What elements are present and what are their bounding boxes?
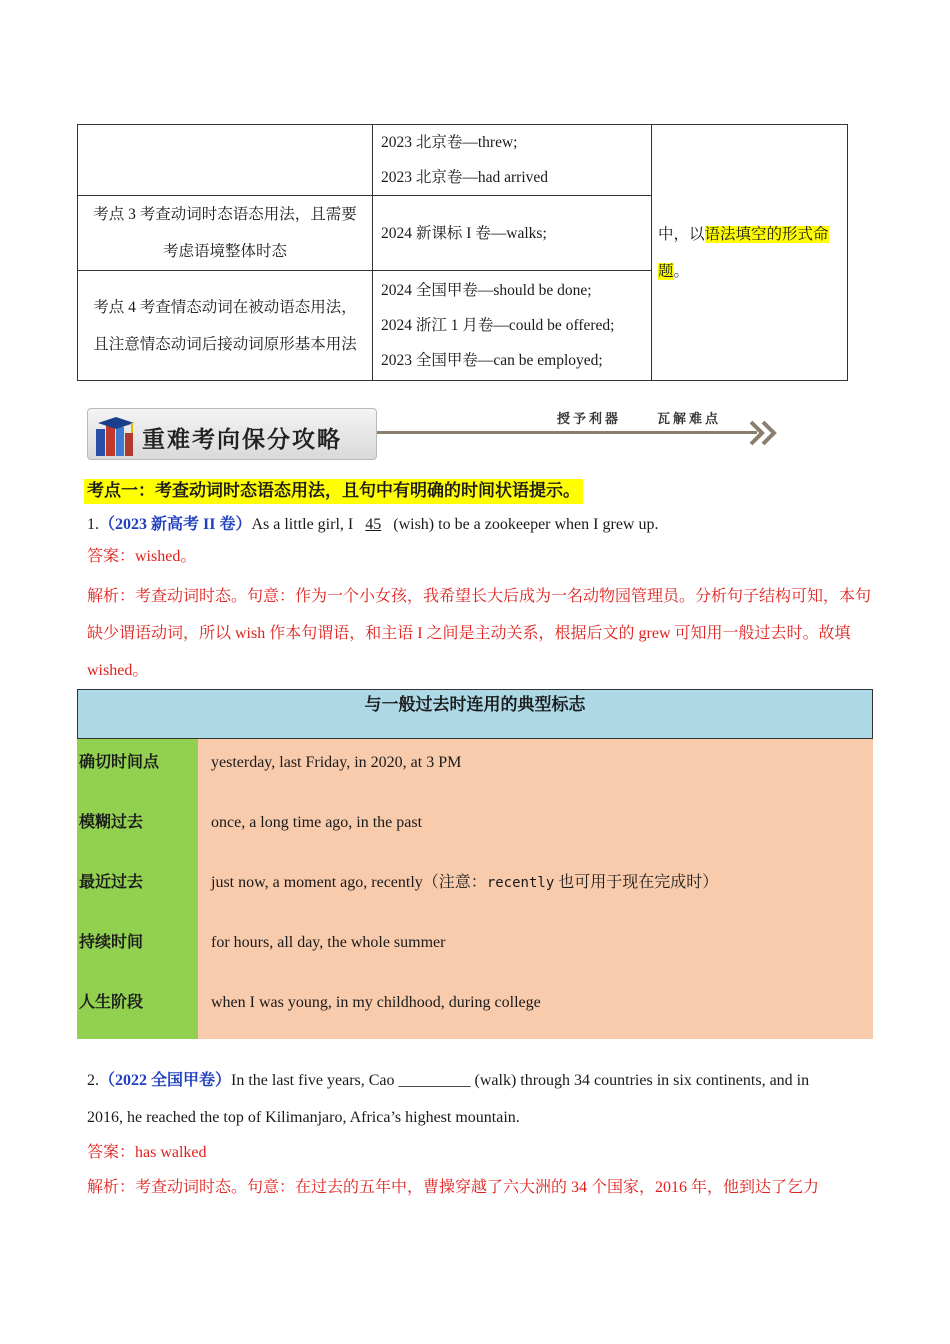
table-row	[77, 859, 873, 919]
question-source: （2023 新高考 II 卷）	[99, 516, 252, 533]
table-cell-empty	[78, 125, 373, 196]
examples-cell	[373, 125, 652, 196]
row-label: 最近过去	[77, 859, 198, 919]
question-number: 1.	[87, 516, 99, 533]
example-line: 2024 新课标 I 卷—walks;	[381, 224, 547, 242]
banner-box	[87, 408, 377, 460]
answer-1: 答案：wished。	[87, 548, 197, 565]
row-label: 确切时间点	[77, 739, 198, 799]
answer-2: 答案：has walked	[87, 1144, 207, 1161]
books-icon	[94, 415, 140, 457]
table-row	[77, 979, 873, 1039]
question-2-continued: 2016, he reached the top of Kilimanjaro, Africa’s highest mountain.	[87, 1109, 520, 1126]
past-tense-markers-table	[77, 689, 873, 1039]
code-word: recently	[486, 875, 555, 891]
banner-divider	[377, 431, 757, 434]
example-line: 2023 北京卷—threw;	[381, 134, 518, 151]
row-value: yesterday, last Friday, in 2020, at 3 PM	[198, 739, 873, 799]
question-2: 2.（2022 全国甲卷）In the last five years, Cao _________ (walk) through 34 countries in six continents, and in	[87, 1072, 810, 1089]
double-chevron-icon	[749, 420, 779, 446]
table-row	[77, 799, 873, 859]
question-1: 1.（2023 新高考 II 卷）As a little girl, I 45 (wish) to be a zookeeper when I grew up.	[87, 516, 659, 533]
examples-cell	[373, 271, 652, 381]
banner-slogan-1: 授予利器	[557, 412, 622, 427]
banner-slogan-2: 瓦解难点	[657, 412, 722, 427]
highlight-text: 语法填空的形式命题	[658, 225, 829, 280]
banner-title: 重难考向保分攻略	[142, 427, 342, 453]
row-label: 人生阶段	[77, 979, 198, 1039]
question-number: 2.	[87, 1072, 99, 1089]
exam-point-4: 考点 4 考查情态动词在被动语态用法，且注意情态动词后接动词原形基本用法	[78, 271, 373, 381]
row-label: 模糊过去	[77, 799, 198, 859]
section-banner	[87, 404, 787, 462]
exam-point-3: 考点 3 考查动词时态语态用法，且需要考虑语境整体时态	[78, 196, 373, 271]
row-value: just now, a moment ago, recently（注意：recently 也可用于现在完成时）	[198, 859, 873, 919]
row-label: 持续时间	[77, 919, 198, 979]
example-line: 2023 北京卷—had arrived	[381, 169, 549, 186]
exam-points-table	[77, 124, 848, 381]
row-value: once, a long time ago, in the past	[198, 799, 873, 859]
question-source: （2022 全国甲卷）	[99, 1072, 232, 1089]
example-line: 2023 全国甲卷—can be employed;	[381, 352, 603, 369]
section-heading: 考点一：考查动词时态语态用法，且句中有明确的时间状语提示。	[84, 479, 583, 504]
example-line: 2024 全国甲卷—should be done;	[381, 282, 592, 299]
note-cell: 中，以语法填空的形式命题。	[652, 125, 848, 381]
row-value: when I was young, in my childhood, during college	[198, 979, 873, 1039]
row-value: for hours, all day, the whole summer	[198, 919, 873, 979]
analysis-1: 解析：考查动词时态。句意：作为一个小女孩，我希望长大后成为一名动物园管理员。分析句子结构可知，本句缺少谓语动词，所以 wish 作本句谓语，和主语 I 之间是主动关系，根据后文的 grew 可知用一般过去时。故填 wished。	[87, 588, 872, 679]
analysis-2: 解析：考查动词时态。句意：在过去的五年中，曹操穿越了六大洲的 34 个国家，2016 年，他到达了乞力	[87, 1179, 820, 1196]
example-line: 2024 浙江 1 月卷—could be offered;	[381, 317, 615, 334]
table-row	[77, 739, 873, 799]
examples-cell	[373, 196, 652, 271]
answer-blank: 45	[365, 516, 382, 533]
table-title: 与一般过去时连用的典型标志	[77, 689, 873, 739]
table-row	[77, 919, 873, 979]
